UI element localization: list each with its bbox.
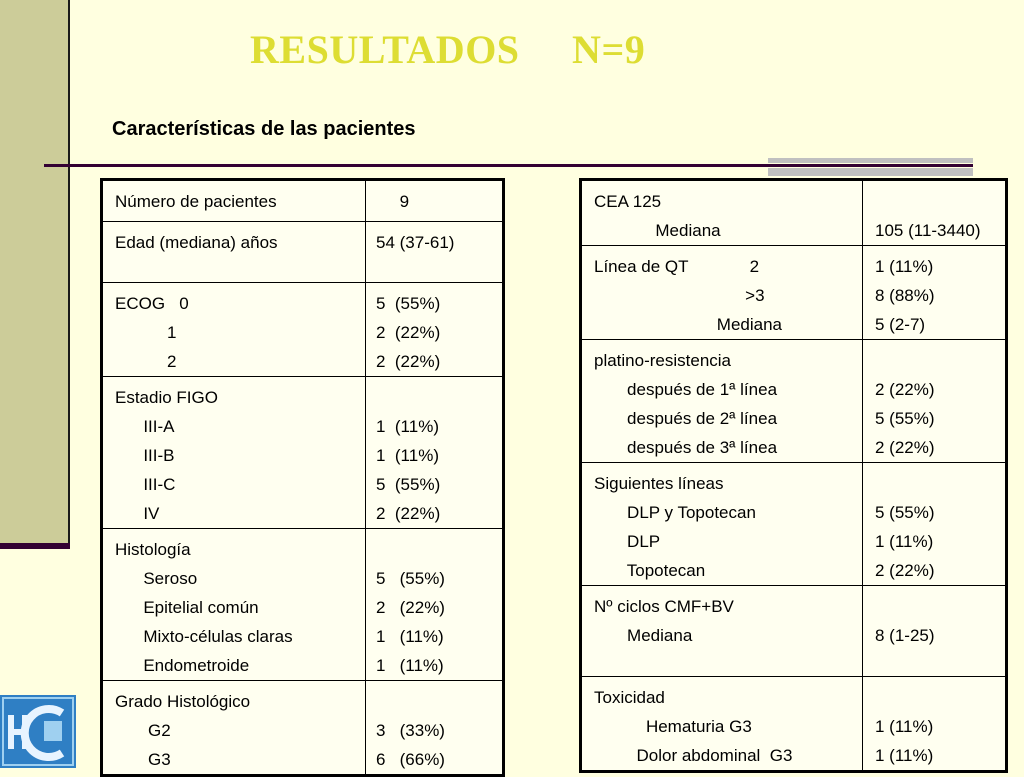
table-value-cell xyxy=(366,222,504,283)
rule-shadow-top xyxy=(768,158,973,163)
cell-line: Nº ciclos CMF+BV xyxy=(594,597,734,616)
table-value-cell xyxy=(863,586,1007,677)
cell-line: 1 (11%) xyxy=(875,532,934,551)
table-value-cell xyxy=(863,340,1007,463)
cell-line xyxy=(376,687,502,716)
cell-line: 2 (22%) xyxy=(875,561,935,580)
cell-line: DLP xyxy=(594,532,661,551)
cell-line xyxy=(875,683,1005,712)
table-row xyxy=(581,463,1007,586)
cell-line xyxy=(376,535,502,564)
cell-line: 2 (22%) xyxy=(376,504,441,523)
cell-line: ECOG 0 xyxy=(115,294,189,313)
patient-characteristics-table-right xyxy=(579,178,1008,773)
table-label-cell xyxy=(581,340,863,463)
table-row xyxy=(102,377,504,529)
title-rule xyxy=(44,164,973,167)
cell-line: 1 (11%) xyxy=(376,656,444,675)
cell-line: Siguientes líneas xyxy=(594,474,724,493)
cell-line: 1 (11%) xyxy=(376,446,439,465)
patient-characteristics-table-left xyxy=(100,178,505,777)
cell-line: III-A xyxy=(115,417,175,436)
cell-line: Línea de QT 2 xyxy=(594,257,760,276)
table-row xyxy=(102,283,504,377)
cell-line: 5 (55%) xyxy=(875,503,935,522)
table-row xyxy=(581,586,1007,677)
cell-line: G3 xyxy=(115,750,171,769)
cell-line: platino-resistencia xyxy=(594,351,732,370)
cell-line: Mediana xyxy=(594,626,693,645)
cell-line xyxy=(376,383,502,412)
table-label-cell xyxy=(102,222,366,283)
cell-line: 5 (2-7) xyxy=(875,315,926,334)
cell-line: Seroso xyxy=(115,569,198,588)
table-label-cell xyxy=(102,180,366,222)
table-row xyxy=(581,677,1007,772)
table-value-cell xyxy=(366,377,504,529)
table-row xyxy=(102,222,504,283)
cell-line: 5 (55%) xyxy=(376,294,441,313)
side-divider-vertical xyxy=(68,0,70,549)
cell-line xyxy=(875,592,1005,621)
cell-line: Topotecan xyxy=(594,561,706,580)
table-row xyxy=(102,681,504,776)
cell-line: 54 (37-61) xyxy=(376,233,455,252)
cell-line: 5 (55%) xyxy=(376,569,445,588)
table-value-cell xyxy=(366,681,504,776)
cell-line: 1 xyxy=(115,323,177,342)
table-row xyxy=(581,246,1007,340)
cell-line: 1 (11%) xyxy=(376,627,444,646)
cell-line: 2 (22%) xyxy=(376,352,441,371)
table-value-cell xyxy=(863,180,1007,246)
cell-line: 8 (1-25) xyxy=(875,626,935,645)
cell-line: Histología xyxy=(115,540,191,559)
cell-line: CEA 125 xyxy=(594,192,662,211)
cell-line: Grado Histológico xyxy=(115,692,251,711)
cell-line: 1 (11%) xyxy=(875,257,934,276)
table-label-cell xyxy=(102,681,366,776)
cell-line: III-C xyxy=(115,475,176,494)
table-row xyxy=(581,180,1007,246)
table-label-cell xyxy=(102,529,366,681)
table-value-cell xyxy=(863,246,1007,340)
cell-line: IV xyxy=(115,504,160,523)
cell-line xyxy=(875,469,1005,498)
cell-line xyxy=(875,187,1005,216)
hospital-logo xyxy=(0,695,76,768)
cell-line: 9 xyxy=(376,192,410,211)
cell-line: 5 (55%) xyxy=(376,475,441,494)
table-label-cell xyxy=(581,677,863,772)
table-label-cell xyxy=(581,586,863,677)
cell-line: Epitelial común xyxy=(115,598,259,617)
cell-line xyxy=(875,346,1005,375)
cell-line: 3 (33%) xyxy=(376,721,445,740)
table-value-cell xyxy=(366,180,504,222)
hospital-logo-icon xyxy=(0,695,76,768)
cell-line: 8 (88%) xyxy=(875,286,935,305)
table-row xyxy=(581,340,1007,463)
cell-line: Edad (mediana) años xyxy=(115,233,278,252)
cell-line: Hematuria G3 xyxy=(594,717,752,736)
cell-line: III-B xyxy=(115,446,175,465)
cell-line: después de 1ª línea xyxy=(594,380,778,399)
cell-line: 105 (11-3440) xyxy=(875,221,981,240)
cell-line: Toxicidad xyxy=(594,688,665,707)
side-accent-bar xyxy=(0,0,68,543)
table-value-cell xyxy=(366,529,504,681)
cell-line: después de 2ª línea xyxy=(594,409,778,428)
cell-line: 5 (55%) xyxy=(875,409,935,428)
cell-line: >3 xyxy=(594,286,765,305)
cell-line: Dolor abdominal G3 xyxy=(594,746,793,765)
cell-line: 2 (22%) xyxy=(875,380,935,399)
cell-line: 6 (66%) xyxy=(376,750,445,769)
table-row xyxy=(102,180,504,222)
cell-line: Mediana xyxy=(594,221,721,240)
slide-subtitle: Características de las pacientes xyxy=(112,118,416,140)
table-label-cell xyxy=(581,180,863,246)
cell-line: 2 xyxy=(115,352,177,371)
cell-line: 2 (22%) xyxy=(376,598,445,617)
table-value-cell xyxy=(863,677,1007,772)
cell-line: 1 (11%) xyxy=(875,717,934,736)
table-label-cell xyxy=(102,283,366,377)
table-row xyxy=(102,529,504,681)
cell-line: Mediana xyxy=(594,315,783,334)
table-label-cell xyxy=(581,463,863,586)
cell-line: 2 (22%) xyxy=(875,438,935,457)
cell-line: 2 (22%) xyxy=(376,323,441,342)
cell-line: Número de pacientes xyxy=(115,192,277,211)
cell-line: Endometroide xyxy=(115,656,250,675)
cell-line: Mixto-células claras xyxy=(115,627,293,646)
rule-shadow-bottom xyxy=(768,168,973,176)
cell-line: DLP y Topotecan xyxy=(594,503,756,522)
cell-line: después de 3ª línea xyxy=(594,438,778,457)
table-label-cell xyxy=(102,377,366,529)
table-value-cell xyxy=(863,463,1007,586)
cell-line: G2 xyxy=(115,721,171,740)
slide-title: RESULTADOS N=9 xyxy=(250,27,646,72)
side-divider-horizontal xyxy=(0,543,70,549)
cell-line: Estadio FIGO xyxy=(115,388,218,407)
cell-line: 1 (11%) xyxy=(376,417,439,436)
table-label-cell xyxy=(581,246,863,340)
table-value-cell xyxy=(366,283,504,377)
cell-line: 1 (11%) xyxy=(875,746,934,765)
